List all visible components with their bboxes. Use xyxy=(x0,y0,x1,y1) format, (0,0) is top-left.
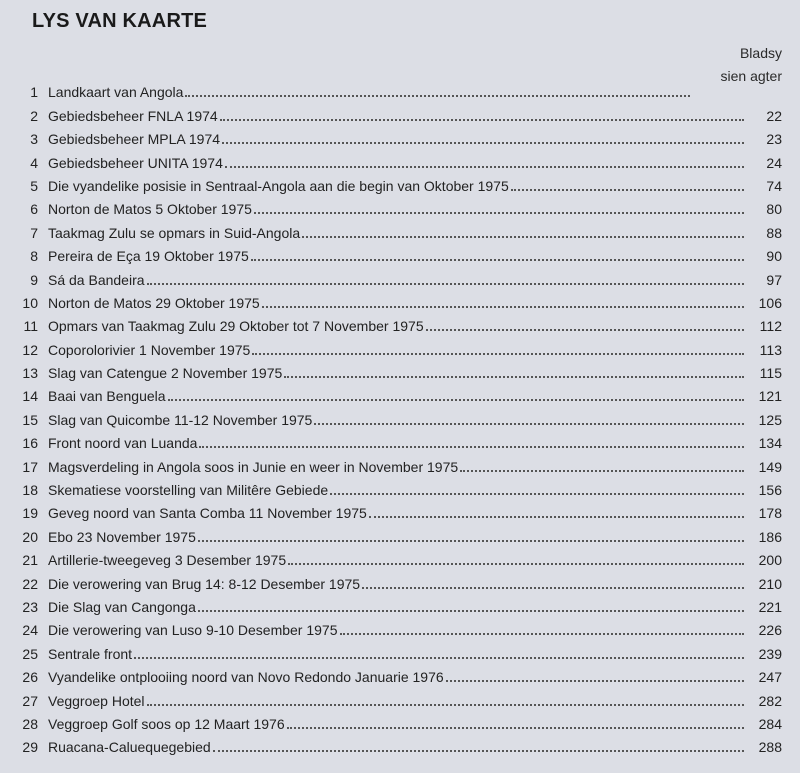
entry-number: 28 xyxy=(22,715,38,732)
entry-title: Ruacana-Caluequegebied xyxy=(48,739,211,756)
entry-page: 113 xyxy=(759,341,782,358)
dot-leader xyxy=(262,305,744,308)
entry-title: Skematiese voorstelling van Militêre Gebiede xyxy=(48,482,329,499)
entry-title: Sá da Bandeira xyxy=(48,271,145,288)
list-item xyxy=(0,710,800,733)
entry-number: 5 xyxy=(30,177,38,194)
entry-title: Slag van Quicombe 11-12 November 1975 xyxy=(48,411,313,428)
entry-title: Die Slag van Cangonga xyxy=(48,598,196,615)
dot-leader xyxy=(252,352,744,355)
dot-leader xyxy=(134,656,744,659)
list-item xyxy=(0,335,800,358)
entry-number: 8 xyxy=(30,248,38,265)
map-list xyxy=(0,78,800,756)
entry-number: 16 xyxy=(22,435,38,452)
entry-number: 12 xyxy=(22,341,38,358)
entry-page: 97 xyxy=(766,271,782,288)
entry-page: 178 xyxy=(758,505,782,522)
entry-number: 29 xyxy=(22,739,38,756)
entry-title: Coporolorivier 1 November 1975 xyxy=(48,341,251,358)
entry-number: 9 xyxy=(30,271,38,288)
dot-leader xyxy=(198,609,744,612)
entry-page: 156 xyxy=(758,482,782,499)
entry-page: 247 xyxy=(758,669,782,686)
entry-page: 90 xyxy=(766,248,782,265)
entry-title: Gebiedsbeheer FNLA 1974 xyxy=(48,107,218,124)
dot-leader xyxy=(287,726,744,729)
entry-number: 26 xyxy=(22,669,38,686)
entry-number: 23 xyxy=(22,598,38,615)
entry-title: Sentrale front xyxy=(48,645,133,662)
dot-leader xyxy=(511,188,744,191)
list-item xyxy=(0,476,800,499)
entry-number: 25 xyxy=(22,645,38,662)
entry-number: 6 xyxy=(30,201,38,218)
dot-leader xyxy=(220,118,744,121)
dot-leader xyxy=(362,586,744,589)
entry-page: 22 xyxy=(766,107,782,124)
entry-title: Taakmag Zulu se opmars in Suid-Angola xyxy=(48,224,301,241)
dot-leader xyxy=(314,422,744,425)
entry-page: 88 xyxy=(766,224,782,241)
entry-page: 239 xyxy=(758,645,782,662)
entry-title: Veggroep Hotel xyxy=(48,692,145,709)
list-item xyxy=(0,546,800,569)
list-item xyxy=(0,172,800,195)
list-item xyxy=(0,405,800,428)
entry-title: Ebo 23 November 1975 xyxy=(48,528,196,545)
entry-number: 14 xyxy=(22,388,38,405)
dot-leader xyxy=(288,562,744,565)
dot-leader xyxy=(251,258,744,261)
entry-title: Vyandelike ontplooiing noord van Novo Redondo Januarie 1976 xyxy=(48,669,444,686)
dot-leader xyxy=(168,398,744,401)
entry-page: 149 xyxy=(758,458,782,475)
entry-title: Geveg noord van Santa Comba 11 November 1975 xyxy=(48,505,367,522)
entry-number: 1 xyxy=(30,84,38,101)
entry-title: Pereira de Eça 19 Oktober 1975 xyxy=(48,248,249,265)
entry-number: 2 xyxy=(30,107,38,124)
dot-leader xyxy=(446,679,744,682)
entry-page: 24 xyxy=(766,154,782,171)
dot-leader xyxy=(199,445,744,448)
entry-number: 24 xyxy=(22,622,38,639)
entry-title: Opmars van Taakmag Zulu 29 Oktober tot 7 November 1975 xyxy=(48,318,424,335)
entry-title: Gebiedsbeheer MPLA 1974 xyxy=(48,131,221,148)
entry-number: 17 xyxy=(22,458,38,475)
entry-title: Artillerie-tweegeveg 3 Desember 1975 xyxy=(48,552,287,569)
entry-title: Landkaart van Angola xyxy=(48,84,184,101)
list-item xyxy=(0,242,800,265)
list-item xyxy=(0,289,800,312)
dot-leader xyxy=(147,703,744,706)
dot-leader xyxy=(225,165,744,168)
entry-title: Die verowering van Brug 14: 8-12 Desember 1975 xyxy=(48,575,361,592)
dot-leader xyxy=(426,328,744,331)
dot-leader xyxy=(254,211,744,214)
list-item xyxy=(0,499,800,522)
list-item xyxy=(0,733,800,756)
list-item xyxy=(0,78,800,101)
entry-page: 282 xyxy=(758,692,782,709)
entry-title: Baai van Benguela xyxy=(48,388,166,405)
entry-page: 284 xyxy=(758,715,782,732)
entry-page: 74 xyxy=(766,177,782,194)
list-item xyxy=(0,312,800,335)
dot-leader xyxy=(302,235,744,238)
entry-page: 200 xyxy=(758,552,782,569)
column-header-see-back: sien agter xyxy=(720,68,782,84)
dot-leader xyxy=(340,632,745,635)
list-item xyxy=(0,148,800,171)
entry-number: 10 xyxy=(22,294,38,311)
entry-number: 4 xyxy=(30,154,38,171)
entry-page: 115 xyxy=(759,365,782,382)
list-item xyxy=(0,452,800,475)
entry-title: Veggroep Golf soos op 12 Maart 1976 xyxy=(48,715,285,732)
list-item xyxy=(0,218,800,241)
list-item xyxy=(0,429,800,452)
entry-page: 121 xyxy=(758,388,782,405)
list-item xyxy=(0,359,800,382)
entry-title: Slag van Catengue 2 November 1975 xyxy=(48,365,283,382)
entry-page: 221 xyxy=(758,598,782,615)
entry-page: 288 xyxy=(758,739,782,756)
entry-title: Die verowering van Luso 9-10 Desember 1975 xyxy=(48,622,338,639)
entry-number: 7 xyxy=(30,224,38,241)
entry-title: Magsverdeling in Angola soos in Junie en weer in November 1975 xyxy=(48,458,459,475)
entry-page: 226 xyxy=(758,622,782,639)
column-header-page: Bladsy xyxy=(739,45,782,61)
entry-number: 22 xyxy=(22,575,38,592)
list-item xyxy=(0,593,800,616)
entry-number: 15 xyxy=(22,411,38,428)
entry-number: 18 xyxy=(22,482,38,499)
dot-leader xyxy=(222,141,744,144)
dot-leader xyxy=(185,94,690,97)
entry-title: Norton de Matos 29 Oktober 1975 xyxy=(48,294,260,311)
dot-leader xyxy=(147,282,744,285)
entry-page: 210 xyxy=(758,575,782,592)
list-item xyxy=(0,522,800,545)
dot-leader xyxy=(198,539,744,542)
list-item xyxy=(0,195,800,218)
dot-leader xyxy=(284,375,744,378)
list-item xyxy=(0,101,800,124)
list-item xyxy=(0,639,800,662)
entry-page: 80 xyxy=(766,201,782,218)
entry-page: 23 xyxy=(766,131,782,148)
page-title: LYS VAN KAARTE xyxy=(32,10,208,32)
dot-leader xyxy=(460,469,744,472)
dot-leader xyxy=(213,749,744,752)
entry-page: 186 xyxy=(758,528,782,545)
entry-number: 27 xyxy=(22,692,38,709)
entry-page: 106 xyxy=(758,294,782,311)
list-item xyxy=(0,125,800,148)
entry-number: 3 xyxy=(30,131,38,148)
dot-leader xyxy=(330,492,744,495)
list-item xyxy=(0,663,800,686)
entry-title: Norton de Matos 5 Oktober 1975 xyxy=(48,201,252,218)
list-item xyxy=(0,569,800,592)
entry-title: Gebiedsbeheer UNITA 1974 xyxy=(48,154,223,171)
list-item xyxy=(0,382,800,405)
list-item xyxy=(0,616,800,639)
entry-title: Front noord van Luanda xyxy=(48,435,198,452)
list-item xyxy=(0,265,800,288)
entry-title: Die vyandelike posisie in Sentraal-Angola aan die begin van Oktober 1975 xyxy=(48,177,509,194)
entry-number: 13 xyxy=(22,365,38,382)
entry-number: 19 xyxy=(22,505,38,522)
entry-number: 20 xyxy=(22,528,38,545)
entry-page: 134 xyxy=(758,435,782,452)
entry-number: 11 xyxy=(23,318,38,335)
entry-page: 125 xyxy=(758,411,782,428)
list-item xyxy=(0,686,800,709)
entry-number: 21 xyxy=(22,552,38,569)
entry-page: 112 xyxy=(759,318,782,335)
dot-leader xyxy=(369,515,744,518)
